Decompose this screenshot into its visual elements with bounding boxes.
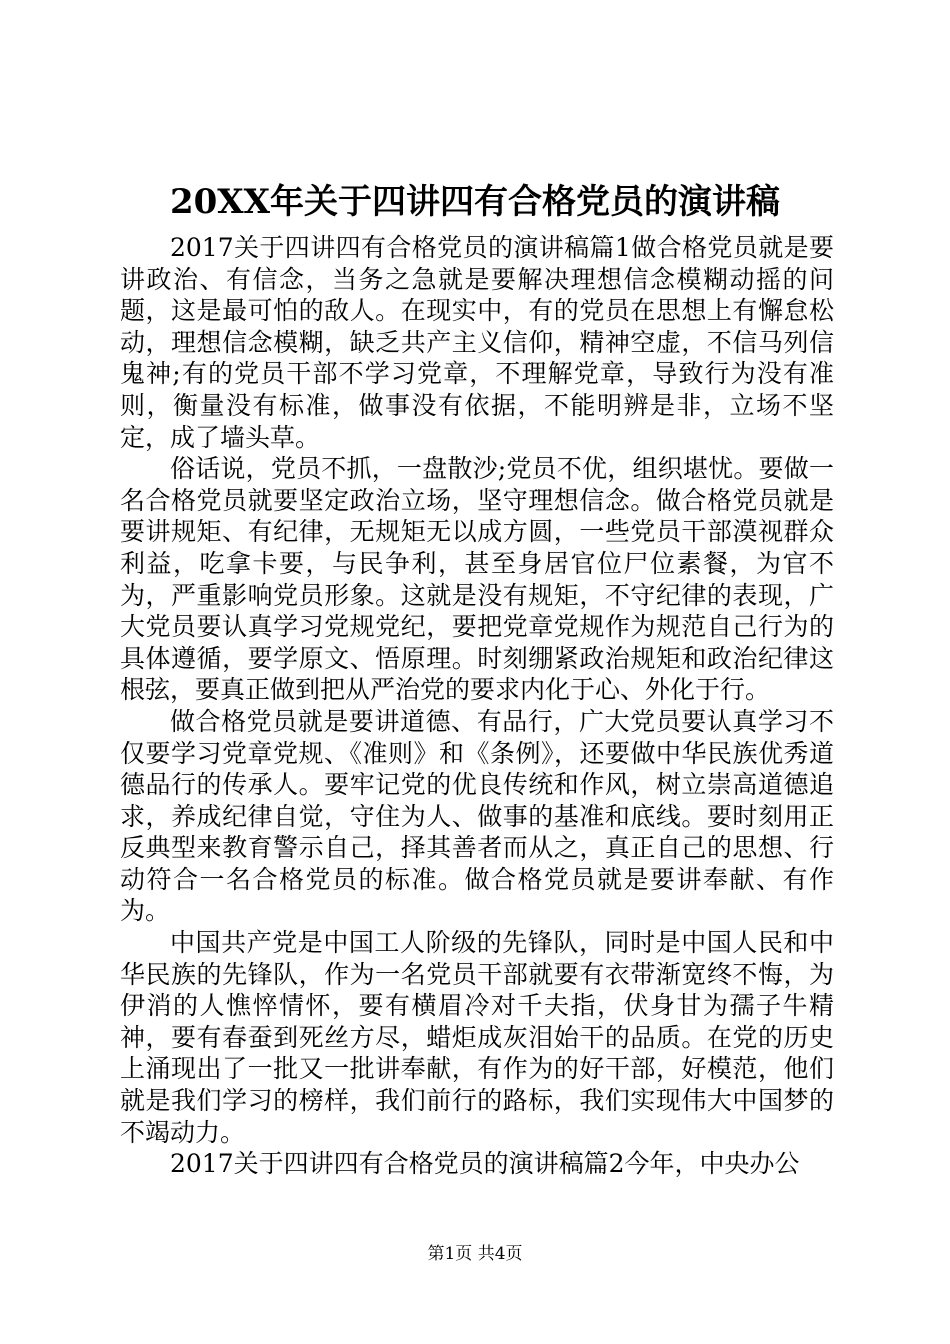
paragraph-1: 2017关于四讲四有合格党员的演讲稿篇1做合格党员就是要讲政治、有信念，当务之急就是要解决理想信念模糊动摇的问题，这是最可怕的敌人。在现实中，有的党员在思想上有懈怠松动，理想信念模糊，缺乏共产主义信仰，精神空虚，不信马列信鬼神;有的党员干部不学习党章，不理解党章，导致行为没有准则，衡量没有标准，做事没有依据，不能明辨是非，立场不坚定，成了墙头草。	[120, 233, 834, 452]
document-body	[120, 232, 834, 1180]
paragraph-3: 做合格党员就是要讲道德、有品行，广大党员要认真学习不仅要学习党章党规、《准则》和《条例》，还要做中华民族优秀道德品行的传承人。要牢记党的优良传统和作风，树立崇高道德追求，养成纪律自觉，守住为人、做事的基准和底线。要时刻用正反典型来教育警示自己，择其善者而从之，真正自己的思想、行动符合一名合格党员的标准。做合格党员就是要讲奉献、有作为。	[120, 706, 834, 926]
document-title: 20XX年关于四讲四有合格党员的演讲稿	[169, 182, 781, 222]
paragraph-4: 中国共产党是中国工人阶级的先锋队，同时是中国人民和中华民族的先锋队，作为一名党员干部就要有衣带渐宽终不悔，为伊消的人憔悴情怀，要有横眉冷对千夫指，伏身甘为孺子牛精神，要有春蚕到死丝方尽，蜡炬成灰泪始干的品质。在党的历史上涌现出了一批又一批讲奉献，有作为的好干部，好模范，他们就是我们学习的榜样，我们前行的路标，我们实现伟大中国梦的不竭动力。	[120, 928, 834, 1147]
page-footer: 第1页 共4页	[427, 1244, 523, 1264]
paragraph-5: 2017关于四讲四有合格党员的演讲稿篇2今年，中央办公	[170, 1149, 800, 1179]
paragraph-2: 俗话说，党员不抓，一盘散沙;党员不优，组织堪忧。要做一名合格党员就要坚定政治立场，坚守理想信念。做合格党员就是要讲规矩、有纪律，无规矩无以成方圆，一些党员干部漠视群众利益，吃拿卡要，与民争利，甚至身居官位尸位素餐，为官不为，严重影响党员形象。这就是没有规矩，不守纪律的表现，广大党员要认真学习党规党纪，要把党章党规作为规范自己行为的具体遵循，要学原文、悟原理。时刻绷紧政治规矩和政治纪律这根弦，要真正做到把从严治党的要求内化于心、外化于行。	[120, 454, 834, 705]
